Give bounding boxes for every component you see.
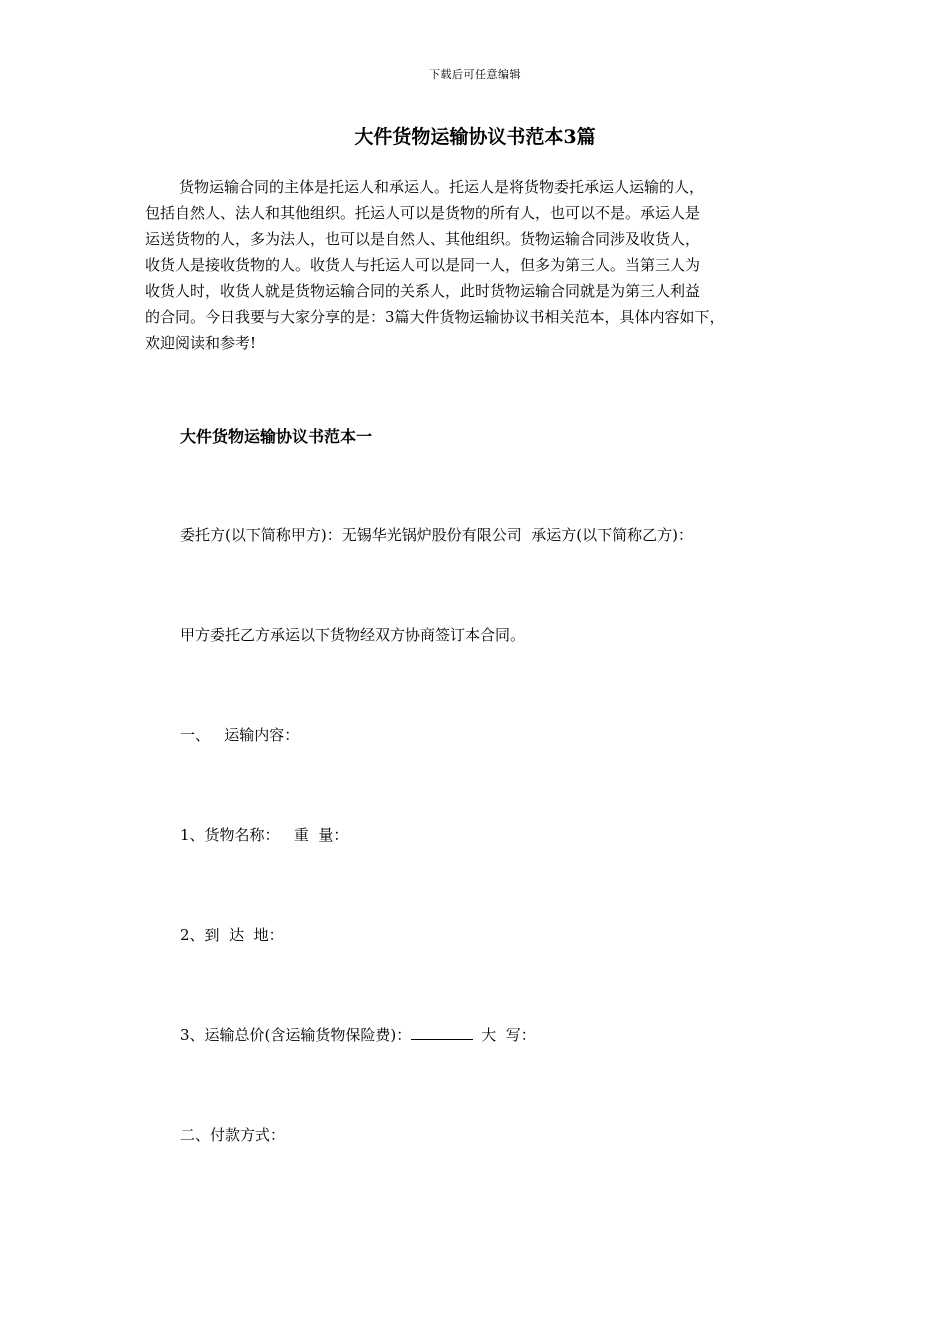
intro-line: 的合同。今日我要与大家分享的是：3篇大件货物运输协议书相关范本，具体内容如下，	[145, 308, 725, 326]
section-one-heading: 一、 运输内容：	[180, 726, 300, 744]
intro-line: 收货人时，收货人就是货物运输合同的关系人，此时货物运输合同就是为第三人利益	[145, 282, 701, 300]
intro-line: 货物运输合同的主体是托运人和承运人。托运人是将货物委托承运人运输的人，	[179, 178, 705, 196]
intro-line: 收货人是接收货物的人。收货人与托运人可以是同一人，但多为第三人。当第三人为	[145, 256, 701, 274]
fill-in-blank	[411, 1025, 473, 1040]
agreement-paragraph: 甲方委托乙方承运以下货物经双方协商签订本合同。	[180, 626, 526, 644]
item-destination: 2、到 达 地：	[180, 926, 284, 944]
header-note: 下载后可任意编辑	[429, 68, 521, 81]
item-goods-name: 1、货物名称： 重 量：	[180, 826, 349, 844]
intro-line: 欢迎阅读和参考!	[145, 334, 257, 352]
item-total-price	[180, 1024, 536, 1045]
intro-line: 包括自然人、法人和其他组织。托运人可以是货物的所有人，也可以不是。承运人是	[145, 204, 701, 222]
intro-line: 运送货物的人，多为法人，也可以是自然人、其他组织。货物运输合同涉及收货人，	[145, 230, 701, 248]
parties-paragraph: 委托方(以下简称甲方)：无锡华光锅炉股份有限公司 承运方(以下简称乙方)：	[180, 526, 693, 544]
total-price-label: 3、运输总价(含运输货物保险费)：	[180, 1026, 412, 1044]
section-heading: 大件货物运输协议书范本一	[180, 427, 373, 446]
document-title: 大件货物运输协议书范本3篇	[354, 126, 596, 148]
section-two-heading: 二、付款方式：	[180, 1126, 286, 1144]
amount-in-words-label: 大 写：	[481, 1026, 536, 1044]
intro-paragraph	[145, 174, 825, 356]
